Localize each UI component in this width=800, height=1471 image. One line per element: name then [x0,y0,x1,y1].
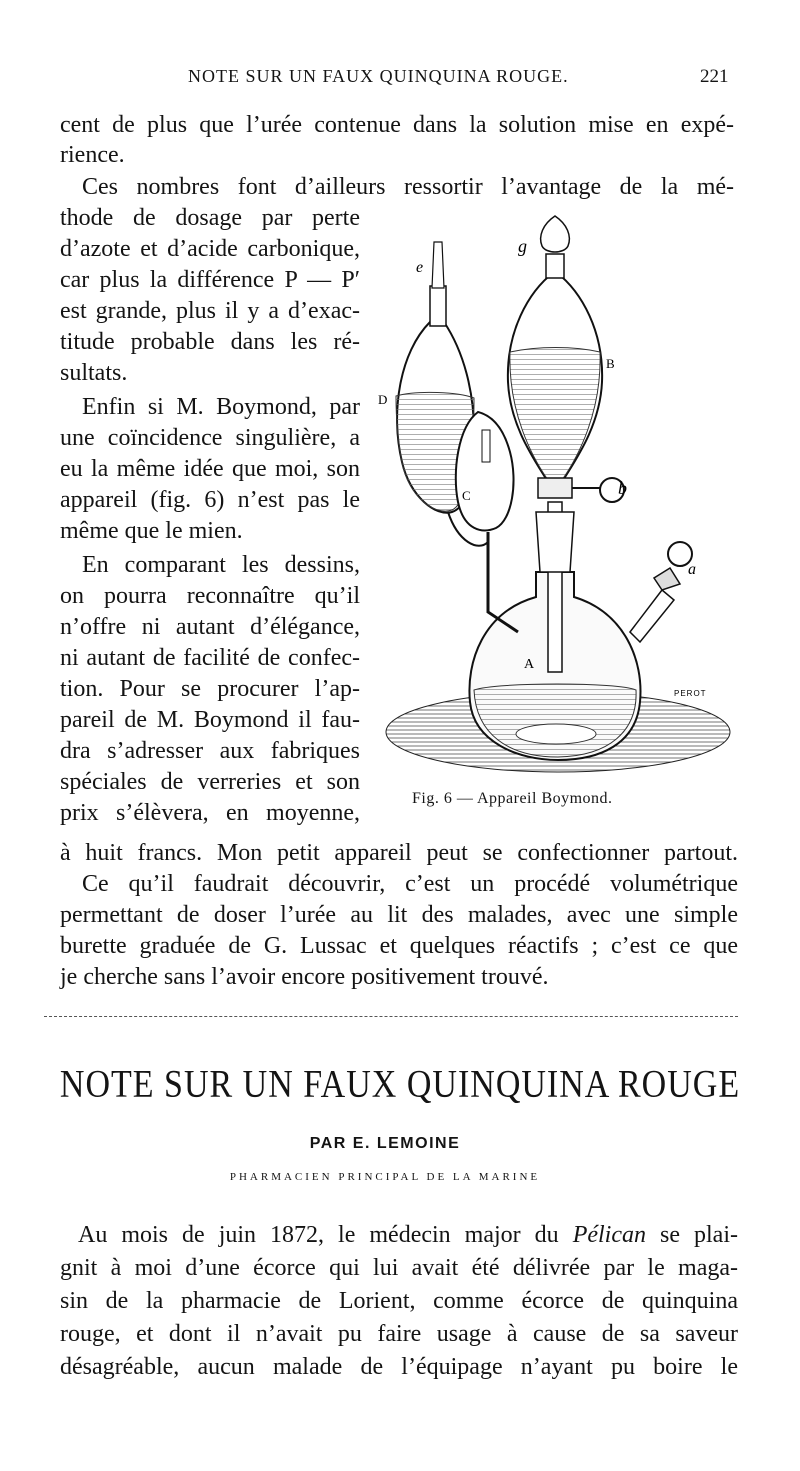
article-title: NOTE SUR UN FAUX QUINQUINA ROUGE [59,1063,741,1106]
text-line: tion. Pour se procurer l’ap- [60,676,360,702]
text-line: d’azote et d’acide carbonique, [60,236,360,262]
label-b: b [618,478,627,498]
text-line: En comparant les dessins, [82,552,360,578]
text-line: rience. [60,142,125,168]
text-line: thode de dosage par perte [60,205,360,231]
label-a: a [688,561,696,578]
text-line: pareil de M. Boymond il fau- [60,707,360,733]
text-line: burette graduée de G. Lussac et quelques réactifs ; c’est ce que [60,933,738,959]
article-line [78,1220,738,1250]
article-line: rouge, et dont il n’avait pu faire usage à cause de sa saveur [60,1321,738,1347]
text-line: eu la même idée que moi, son [60,456,360,482]
author-affiliation: PHARMACIEN PRINCIPAL DE LA MARINE [229,1171,541,1183]
text-line: Ces nombres font d’ailleurs ressortir l’avantage de la mé- [82,174,734,200]
engraver-signature: PEROT [674,689,707,698]
text-line: dra s’adresser aux fabriques [60,738,360,764]
text-line: permettant de doser l’urée au lit des malades, avec une simple [60,902,738,928]
label-C: C [462,488,471,503]
figure-caption: Fig. 6 — Appareil Boymond. [412,790,613,807]
text-line: une coïncidence singulière, a [60,425,360,451]
text-line: cent de plus que l’urée contenue dans la solution mise en expé- [60,112,734,138]
label-e: e [416,259,424,276]
article-line-text: se plai- [646,1222,738,1248]
text-line: prix s’élèvera, en moyenne, [60,800,360,826]
text-line: même que le mien. [60,518,243,544]
article-line: désagréable, aucun malade de l’équipage n’ayant pu boire le [60,1354,738,1380]
text-line: appareil (fig. 6) n’est pas le [60,487,360,513]
text-line: sultats. [60,360,128,386]
running-title: NOTE SUR UN FAUX QUINQUINA ROUGE. [188,66,569,86]
text-line: à huit francs. Mon petit appareil peut se confectionner partout. [60,840,738,866]
text-line: Enfin si M. Boymond, par [82,394,360,420]
article-line: gnit à moi d’une écorce qui lui avait été délivrée par le maga- [60,1255,738,1281]
article-line: sin de la pharmacie de Lorient, comme écorce de quinquina [60,1288,738,1314]
text-line: est grande, plus il y a d’exac- [60,298,360,324]
text-line: on pourra reconnaître qu’il [60,583,360,609]
text-line: Ce qu’il faudrait découvrir, c’est un procédé volumétrique [82,871,738,897]
label-D: D [378,392,388,407]
ship-name: Pélican [572,1222,646,1248]
article-author: PAR E. LEMOINE [309,1135,461,1152]
apparatus-illustration [378,212,740,792]
text-line: ni autant de facilité de confec- [60,645,360,671]
article-line-text: Au mois de juin 1872, le médecin major du [78,1222,573,1248]
boymond-apparatus-figure [378,212,740,792]
text-line: spéciales de verreries et son [60,769,360,795]
label-A: A [524,657,535,672]
text-line: n’offre ni autant d’élégance, [60,614,360,640]
page-number: 221 [700,66,729,87]
label-g: g [518,236,527,256]
text-line: car plus la différence P — P′ [60,267,360,293]
section-divider [44,1016,738,1017]
text-line: je cherche sans l’avoir encore positivement trouvé. [60,964,549,990]
text-line: titude probable dans les ré- [60,329,360,355]
label-B: B [606,356,615,371]
